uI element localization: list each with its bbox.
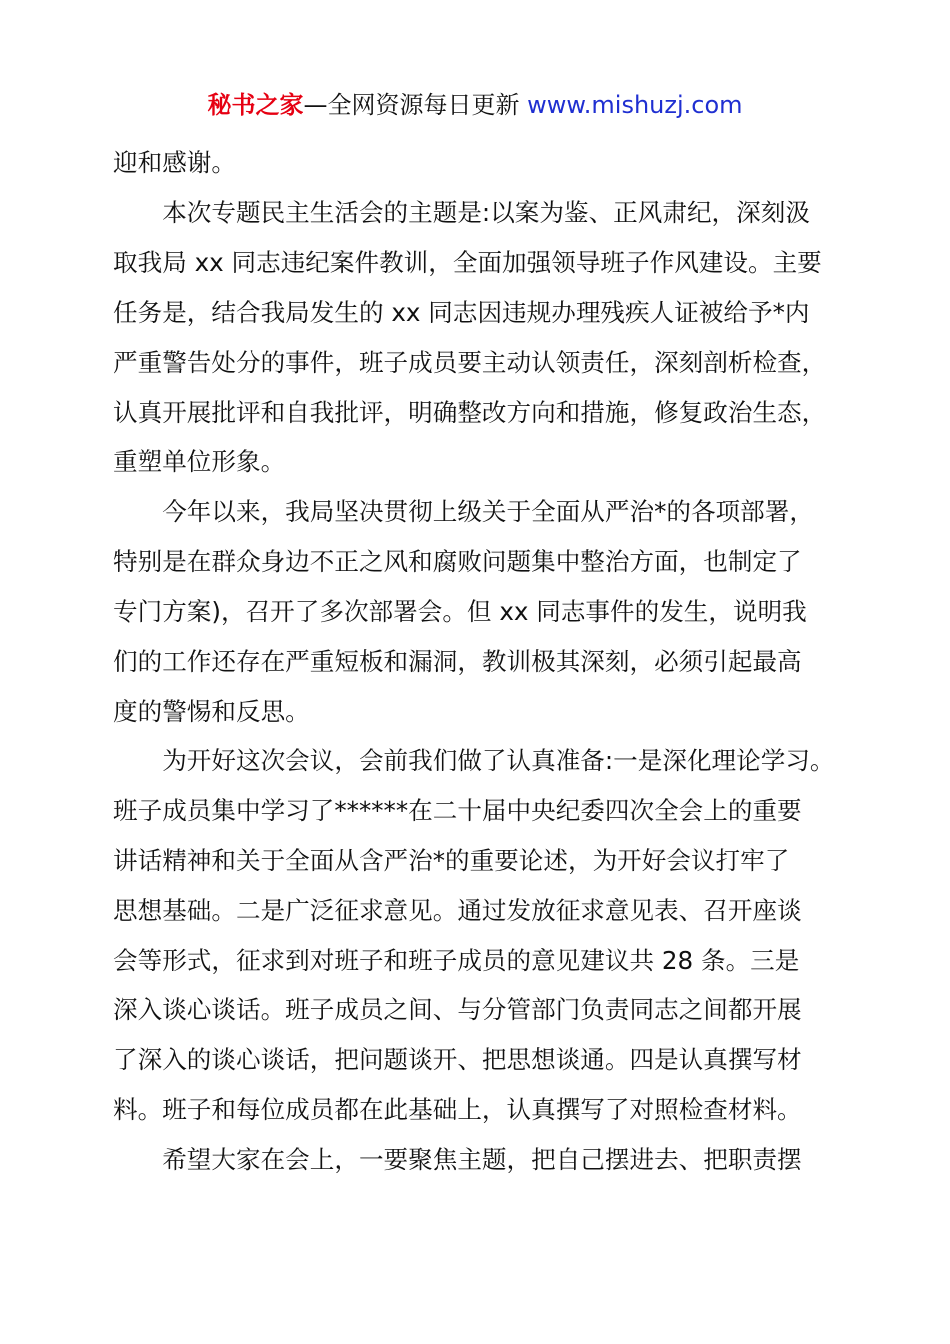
text-line: 度的警惕和反思。 bbox=[113, 697, 310, 726]
text-line: 重塑单位形象。 bbox=[113, 447, 286, 476]
text-line: 思想基础。二是广泛征求意见。通过发放征求意见表、召开座谈 bbox=[113, 896, 802, 925]
text-line: 班子成员集中学习了******在二十届中央纪委四次全会上的重要 bbox=[113, 796, 802, 825]
text-line: 料。班子和每位成员都在此基础上，认真撰写了对照检查材料。 bbox=[113, 1095, 802, 1124]
text-line: 讲话精神和关于全面从含严治*的重要论述，为开好会议打牢了 bbox=[113, 846, 790, 875]
site-url-link[interactable]: www.mishuzj.com bbox=[527, 91, 743, 119]
text-line: 本次专题民主生活会的主题是:以案为鉴、正风肃纪，深刻汲 bbox=[113, 198, 810, 227]
text-line: 们的工作还存在严重短板和漏洞，教训极其深刻，必须引起最高 bbox=[113, 647, 802, 676]
brand-name: 秘书之家 bbox=[207, 91, 304, 119]
text-line: 了深入的谈心谈话，把问题谈开、把思想谈通。四是认真撰写材 bbox=[113, 1045, 802, 1074]
text-line: 迎和感谢。 bbox=[113, 148, 236, 177]
text-line: 希望大家在会上，一要聚焦主题，把自己摆进去、把职责摆 bbox=[113, 1145, 802, 1174]
text-line: 深入谈心谈话。班子成员之间、与分管部门负责同志之间都开展 bbox=[113, 995, 802, 1024]
text-line: 会等形式，征求到对班子和班子成员的意见建议共 28 条。三是 bbox=[113, 946, 800, 975]
site-header bbox=[0, 88, 950, 122]
text-line: 为开好这次会议，会前我们做了认真准备:一是深化理论学习。 bbox=[113, 746, 835, 775]
text-line: 专门方案)，召开了多次部署会。但 xx 同志事件的发生，说明我 bbox=[113, 597, 807, 626]
text-line: 取我局 xx 同志违纪案件教训，全面加强领导班子作风建设。主要 bbox=[113, 248, 822, 277]
text-line: 特别是在群众身边不正之风和腐败问题集中整治方面，也制定了 bbox=[113, 547, 802, 576]
header-slogan: —全网资源每日更新 bbox=[303, 91, 520, 119]
text-line: 任务是，结合我局发生的 xx 同志因违规办理残疾人证被给予*内 bbox=[113, 298, 810, 327]
text-line: 严重警告处分的事件，班子成员要主动认领责任，深刻剖析检查， bbox=[113, 348, 827, 377]
text-line: 今年以来，我局坚决贯彻上级关于全面从严治*的各项部署， bbox=[113, 497, 814, 526]
text-line: 认真开展批评和自我批评，明确整改方向和措施，修复政治生态， bbox=[113, 398, 827, 427]
